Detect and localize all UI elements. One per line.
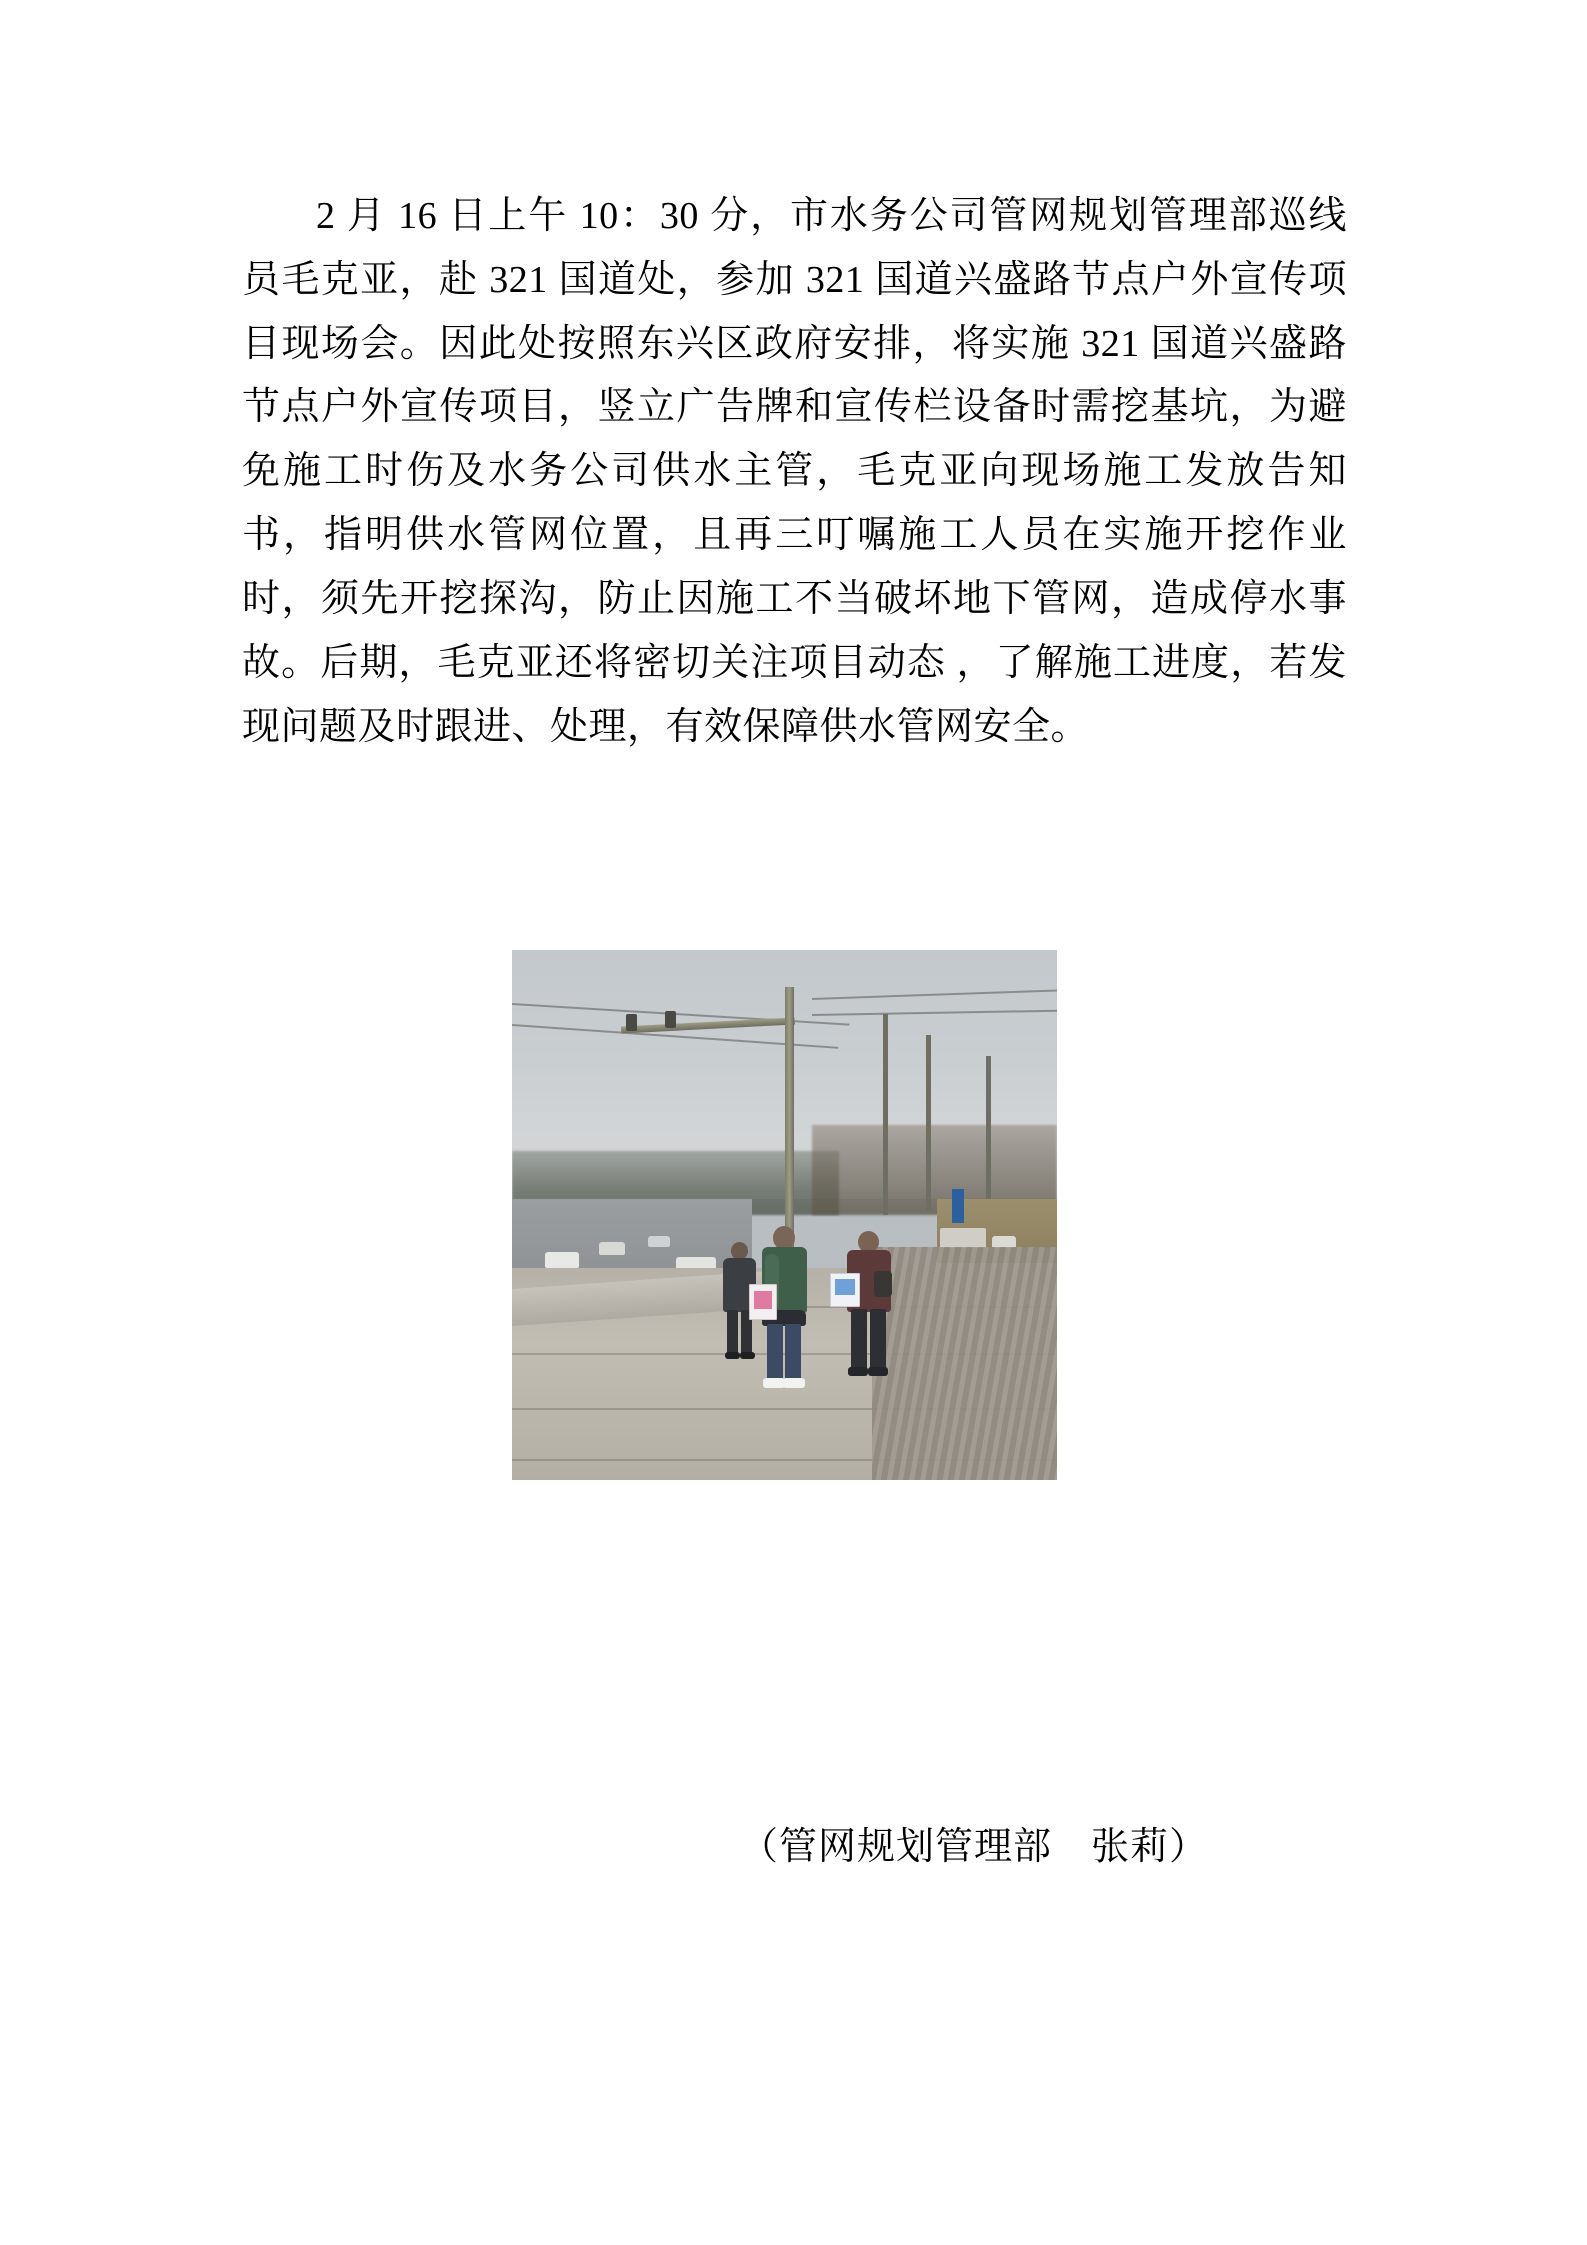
person-shoe: [725, 1352, 740, 1359]
person-inspector-center: [757, 1226, 813, 1388]
shoulder-bag: [874, 1271, 892, 1297]
truck: [940, 1228, 986, 1248]
notice-leaflet: [830, 1273, 860, 1307]
person-head: [731, 1242, 748, 1260]
person-head: [773, 1226, 795, 1250]
person-leg: [767, 1324, 783, 1382]
person-leg: [785, 1324, 801, 1382]
person-shoe: [783, 1378, 805, 1388]
person-shoe: [763, 1378, 785, 1388]
person-shoe: [848, 1367, 868, 1376]
photo-figure: [512, 950, 1057, 1480]
person-leg: [851, 1309, 867, 1371]
person-shoe: [740, 1352, 755, 1359]
person-worker-right: [844, 1231, 900, 1381]
body-paragraph: [242, 185, 1347, 759]
car: [648, 1236, 670, 1247]
document-body: [242, 185, 1347, 759]
traffic-gantry-post: [785, 987, 794, 1252]
utility-pole: [883, 1014, 888, 1215]
road-sign: [952, 1189, 964, 1223]
signature-line: （管网规划管理部 张莉）: [740, 1826, 1209, 1868]
notice-leaflet: [749, 1284, 777, 1320]
traffic-signal-icon: [665, 1011, 676, 1028]
person-shoe: [868, 1367, 888, 1376]
paragraph-text: 2 月 16 日上午 10：30 分，市水务公司管网规划管理部巡线员毛克亚，赴 321 国道处，参加 321 国道兴盛路节点户外宣传项目现场会。因此处按照东兴区政府安排，将实施 321 国道兴盛路节点户外宣传项目，竖立广告牌和宣传栏设备时需挖基坑，为避免施工时伤及水务公司供水主管，毛克亚向现场施工发放告知书，指明供水管网位置，且再三叮嘱施工人员在实施开挖作业时，须先开挖探沟，防止因施工不当破坏地下管网，造成停水事故。后期，毛克亚还将密切关注项目动态 ，了解施工进度，若发现问题及时跟进、处理，有效保障供水管网安全。: [242, 195, 1347, 748]
utility-pole: [986, 1056, 991, 1204]
site-photo: [512, 950, 1057, 1480]
person-leg: [870, 1309, 886, 1371]
traffic-signal-icon: [626, 1014, 637, 1031]
utility-pole: [926, 1035, 931, 1210]
car: [545, 1252, 579, 1268]
person-leg: [727, 1310, 738, 1354]
car: [599, 1242, 625, 1255]
